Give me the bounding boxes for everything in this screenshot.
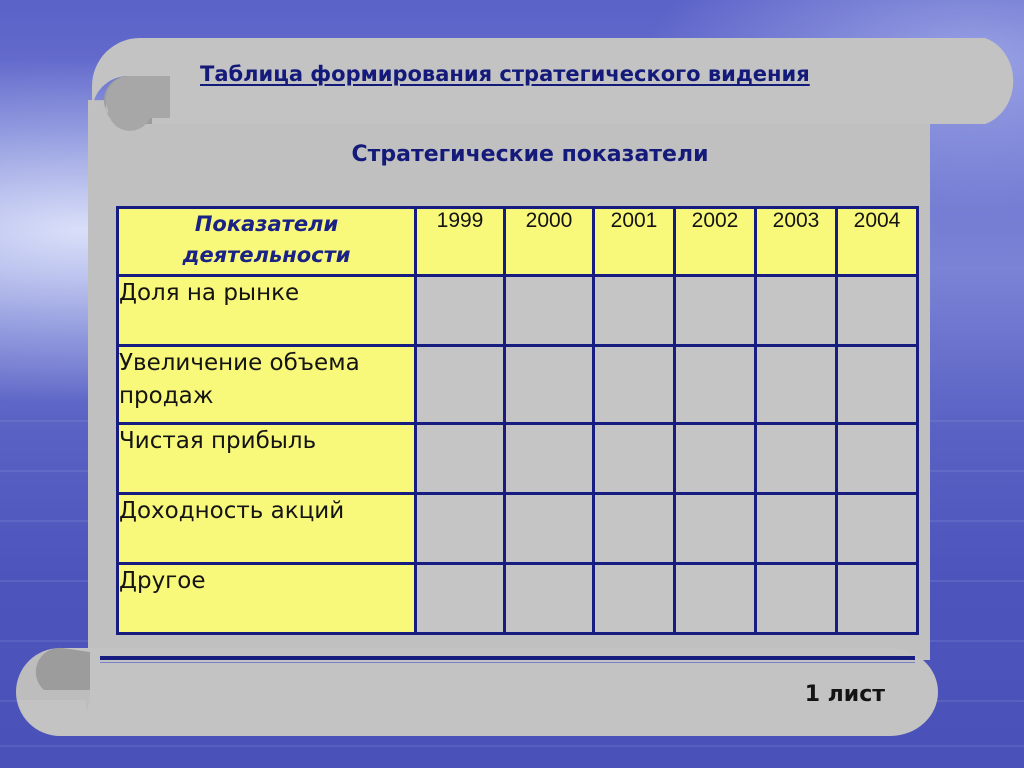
header-year: 2000 xyxy=(505,208,594,276)
table-row xyxy=(118,346,918,424)
header-indicators xyxy=(118,208,416,276)
table-cell xyxy=(837,564,918,634)
table-cell xyxy=(837,424,918,494)
table-cell xyxy=(837,346,918,424)
table-cell xyxy=(756,346,837,424)
table-cell xyxy=(505,564,594,634)
table-cell xyxy=(505,346,594,424)
table-cell xyxy=(675,564,756,634)
footer-divider xyxy=(100,656,915,660)
table-cell xyxy=(675,276,756,346)
page-title: Таблица формирования стратегического видения xyxy=(200,62,810,86)
table-cell xyxy=(505,494,594,564)
table-row xyxy=(118,564,918,634)
table-cell xyxy=(416,564,505,634)
table-cell xyxy=(675,494,756,564)
header-year: 2001 xyxy=(594,208,675,276)
header-year: 1999 xyxy=(416,208,505,276)
table-cell xyxy=(756,276,837,346)
table-cell xyxy=(837,276,918,346)
table-cell xyxy=(756,494,837,564)
table-cell xyxy=(756,564,837,634)
row-label-net-profit: Чистая прибыль xyxy=(118,424,416,494)
table-cell xyxy=(594,564,675,634)
table-cell xyxy=(594,346,675,424)
table-cell xyxy=(594,276,675,346)
table-cell xyxy=(594,424,675,494)
row-label-other: Другое xyxy=(118,564,416,634)
table-cell xyxy=(416,494,505,564)
table-cell xyxy=(505,276,594,346)
table-row xyxy=(118,424,918,494)
sheet-number: 1 лист xyxy=(804,682,885,707)
table-cell xyxy=(505,424,594,494)
strategic-indicators-table xyxy=(116,206,919,635)
footer-divider-thin xyxy=(100,662,915,663)
table-row xyxy=(118,276,918,346)
table-cell xyxy=(416,276,505,346)
row-label-share-yield: Доходность акций xyxy=(118,494,416,564)
table-subtitle: Стратегические показатели xyxy=(351,142,709,167)
table-cell xyxy=(594,494,675,564)
header-year: 2003 xyxy=(756,208,837,276)
table-row xyxy=(118,494,918,564)
row-label-sales-growth: Увеличение объема продаж xyxy=(118,346,416,424)
table-cell xyxy=(416,424,505,494)
table-cell xyxy=(675,424,756,494)
table-cell xyxy=(675,346,756,424)
table-header-row xyxy=(118,208,918,276)
table-cell xyxy=(756,424,837,494)
table-cell xyxy=(837,494,918,564)
header-label-line1: Показатели xyxy=(194,212,339,236)
row-label-market-share: Доля на рынке xyxy=(118,276,416,346)
header-year: 2002 xyxy=(675,208,756,276)
table-cell xyxy=(416,346,505,424)
header-year: 2004 xyxy=(837,208,918,276)
header-label-line2: деятельности xyxy=(182,243,351,267)
